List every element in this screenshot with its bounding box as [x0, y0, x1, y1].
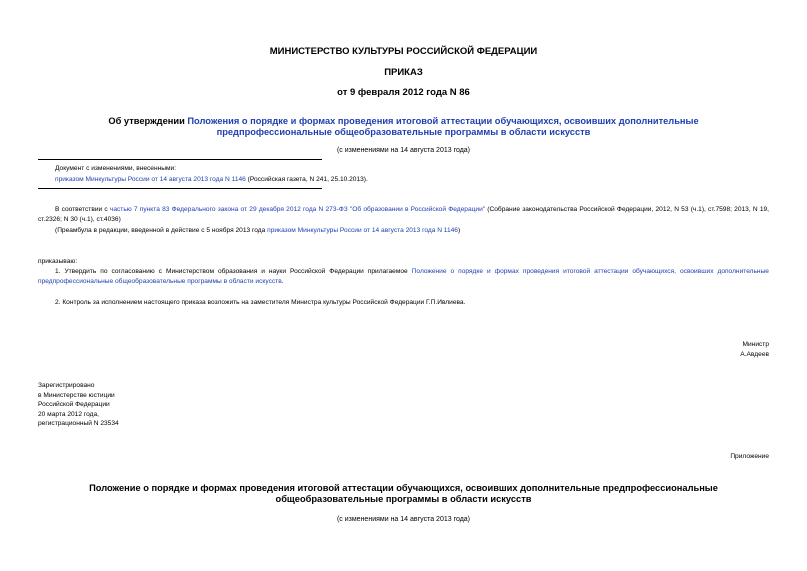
title-link[interactable]: Положения о порядке и формах проведения итоговой аттестации обучающихся, освоивших дополнительные предпрофессиональные общеобразовательные программы в области искусств [187, 116, 699, 137]
registration-line-5: регистрационный N 23534 [38, 420, 119, 427]
order-item-1-prefix: 1. Утвердить по согласованию с Министерством образования и науки Российской Федерации прилагаемое [55, 268, 412, 275]
preamble-note-prefix: (Преамбула в редакции, введенной в действие с 5 ноября 2013 года [55, 227, 268, 234]
ministry-heading: МИНИСТЕРСТВО КУЛЬТУРЫ РОССИЙСКОЙ ФЕДЕРАЦИИ [269, 46, 538, 57]
changes-suffix: (Российская газета, N 241, 25.10.2013). [245, 176, 368, 183]
preamble-suffix: (Собрание законодательства Российской Федерации, 2012, N 53 (ч.1), ст.7598; 2013, N 19, ст.2326; N 30 (ч.1), ст.4036) [38, 206, 770, 223]
registration-line-1: Зарегистрировано [38, 382, 95, 389]
title-prefix: Об утверждении [108, 116, 188, 126]
registration-line-3: Российской Федерации [38, 401, 110, 408]
changes-bottom-rule [38, 188, 322, 189]
order-item-1-suffix: . [281, 277, 284, 285]
registration-line-4: 20 марта 2012 года, [38, 410, 99, 418]
signature-position: Министр [742, 341, 769, 348]
preamble-law-link[interactable]: частью 7 пункта 83 Федерального закона от 29 декабря 2012 года N 273-ФЗ "Об образовании в Российской Федерации" [109, 206, 486, 213]
preamble-edition-note [55, 226, 460, 236]
registration-block [38, 381, 119, 429]
preamble-paragraph [38, 205, 769, 224]
appendix-title: Положение о порядке и формах проведения итоговой аттестации обучающихся, освоивших дополнительные предпрофессиональные общеобразовательные программы в области искусств [89, 483, 718, 504]
changes-link[interactable]: приказом Минкультуры России от 14 августа 2013 года N 1146 [55, 176, 246, 183]
changes-reference [55, 175, 368, 185]
order-date-number: от 9 февраля 2012 года N 86 [337, 87, 470, 98]
preamble-note-link[interactable]: приказом Минкультуры России от 14 августа 2013 года N 1146 [267, 227, 458, 234]
registration-line-2: в Министерстве юстиции [38, 391, 115, 399]
document-title [60, 116, 747, 138]
order-item-1-link[interactable]: Положение о порядке и формах проведения итоговой аттестации обучающихся, освоивших дополнительные предпрофессиональные общеобразовательные программы в области искусств [38, 268, 769, 285]
preamble-note-suffix: ) [457, 227, 461, 234]
order-item-2: 2. Контроль за исполнением настоящего приказа возложить на заместителя Министра культуры Российской Федерации Г.П.Ивлиева. [55, 299, 466, 306]
order-item-1 [38, 267, 769, 286]
orders-intro: приказываю: [38, 258, 78, 265]
order-heading: ПРИКАЗ [384, 67, 423, 78]
preamble-prefix: В соответствии с [55, 206, 110, 213]
signature-name: А.Авдеев [740, 351, 769, 358]
changes-intro: Документ с изменениями, внесенными: [55, 165, 177, 172]
amendment-note: (с изменениями на 14 августа 2013 года) [336, 147, 471, 154]
appendix-label: Приложение [730, 453, 769, 460]
changes-top-rule [38, 159, 322, 160]
appendix-amendment-note: (с изменениями на 14 августа 2013 года) [336, 516, 471, 523]
